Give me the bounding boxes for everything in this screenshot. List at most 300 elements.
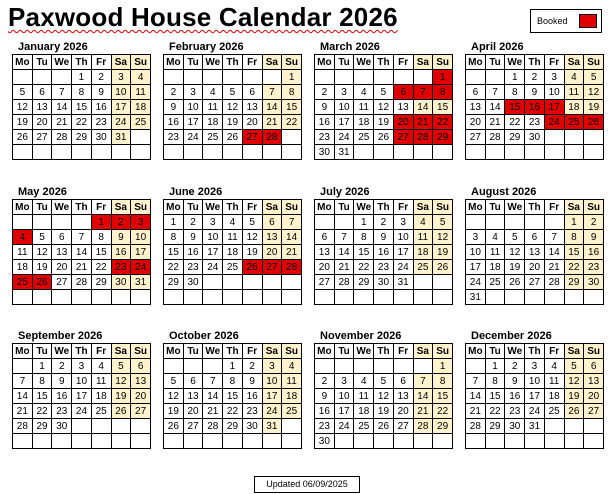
day-cell: 6: [32, 85, 52, 100]
day-cell: 14: [544, 245, 564, 260]
week-row: [466, 404, 604, 419]
day-cell: [282, 290, 302, 305]
weekday-header: Th: [525, 344, 545, 359]
day-cell: 5: [433, 215, 453, 230]
week-row: [315, 115, 453, 130]
weekday-header: Su: [282, 200, 302, 215]
day-cell: [525, 145, 545, 160]
weekday-header: Sa: [564, 344, 584, 359]
day-cell: 9: [374, 230, 394, 245]
day-cell: 4: [354, 85, 374, 100]
day-cell: 16: [525, 100, 545, 115]
day-cell: 23: [111, 260, 131, 275]
day-cell: 15: [164, 245, 184, 260]
weekday-header: Th: [72, 344, 92, 359]
day-cell: 20: [32, 115, 52, 130]
day-cell: [485, 215, 505, 230]
weekday-header: Su: [433, 55, 453, 70]
day-cell: 28: [52, 130, 72, 145]
month-name: January 2026: [18, 41, 88, 53]
booked-swatch: [579, 14, 597, 28]
day-cell: 27: [393, 419, 413, 434]
month-table: [163, 343, 302, 449]
day-cell: [111, 419, 131, 434]
day-cell: 30: [315, 434, 335, 449]
day-cell: [315, 359, 335, 374]
day-cell: [72, 419, 92, 434]
day-cell: 29: [485, 419, 505, 434]
day-cell: [544, 130, 564, 145]
day-cell: 4: [223, 215, 243, 230]
weekday-header: Fr: [544, 55, 564, 70]
day-cell: 27: [584, 404, 604, 419]
day-cell: 4: [282, 359, 302, 374]
day-cell: 8: [354, 230, 374, 245]
month-october: [163, 329, 302, 449]
day-cell: 26: [564, 404, 584, 419]
day-cell: 8: [91, 230, 111, 245]
day-cell: 12: [111, 374, 131, 389]
day-cell: [183, 359, 203, 374]
day-cell: 30: [584, 275, 604, 290]
month-table: [163, 199, 302, 305]
day-cell: 20: [393, 115, 413, 130]
day-cell: [282, 434, 302, 449]
day-cell: 7: [203, 374, 223, 389]
day-cell: 1: [433, 359, 453, 374]
day-cell: 2: [315, 85, 335, 100]
day-cell: 9: [52, 374, 72, 389]
day-cell: [374, 290, 394, 305]
day-cell: 27: [525, 275, 545, 290]
day-cell: 13: [393, 389, 413, 404]
day-cell: [262, 434, 282, 449]
day-cell: 30: [183, 275, 203, 290]
week-row: [164, 85, 302, 100]
day-cell: 29: [164, 275, 184, 290]
day-cell: [91, 434, 111, 449]
day-cell: 19: [505, 260, 525, 275]
weekday-header: Mo: [13, 55, 33, 70]
day-cell: 16: [111, 245, 131, 260]
day-cell: 31: [466, 290, 486, 305]
day-cell: 5: [584, 70, 604, 85]
weekday-header-row: [164, 55, 302, 70]
day-cell: [13, 359, 33, 374]
day-cell: [91, 290, 111, 305]
day-cell: 24: [525, 404, 545, 419]
day-cell: 3: [111, 70, 131, 85]
day-cell: 2: [164, 85, 184, 100]
day-cell: 28: [203, 419, 223, 434]
day-cell: 16: [91, 100, 111, 115]
day-cell: 16: [505, 389, 525, 404]
day-cell: 27: [242, 130, 262, 145]
day-cell: 9: [183, 230, 203, 245]
day-cell: [52, 145, 72, 160]
week-row: [466, 374, 604, 389]
day-cell: [354, 70, 374, 85]
week-row: [164, 245, 302, 260]
day-cell: 1: [32, 359, 52, 374]
day-cell: 8: [223, 374, 243, 389]
month-april: [465, 40, 604, 160]
day-cell: 14: [203, 389, 223, 404]
day-cell: 27: [183, 419, 203, 434]
week-row: [315, 145, 453, 160]
day-cell: 11: [91, 374, 111, 389]
day-cell: [282, 130, 302, 145]
weekday-header: Fr: [91, 55, 111, 70]
weekday-header: Th: [223, 55, 243, 70]
day-cell: [334, 70, 354, 85]
weekday-header-row: [315, 55, 453, 70]
day-cell: 2: [584, 215, 604, 230]
day-cell: 2: [242, 359, 262, 374]
day-cell: 18: [13, 260, 33, 275]
weekday-header: Th: [72, 200, 92, 215]
day-cell: 8: [485, 374, 505, 389]
weekday-header: Th: [223, 200, 243, 215]
week-row: [164, 275, 302, 290]
weekday-header: Th: [525, 200, 545, 215]
day-cell: [413, 434, 433, 449]
day-cell: 17: [393, 245, 413, 260]
day-cell: 23: [242, 404, 262, 419]
day-cell: 14: [13, 389, 33, 404]
weekday-header: Mo: [315, 344, 335, 359]
day-cell: 6: [466, 85, 486, 100]
day-cell: 5: [242, 215, 262, 230]
day-cell: 10: [544, 85, 564, 100]
day-cell: 11: [413, 230, 433, 245]
day-cell: 7: [485, 85, 505, 100]
week-row: [164, 100, 302, 115]
day-cell: [32, 70, 52, 85]
month-table: [12, 54, 151, 160]
day-cell: [111, 290, 131, 305]
week-row: [164, 359, 302, 374]
day-cell: [242, 434, 262, 449]
month-table: [314, 54, 453, 160]
day-cell: 12: [223, 100, 243, 115]
day-cell: 8: [72, 85, 92, 100]
day-cell: 3: [183, 85, 203, 100]
day-cell: 7: [13, 374, 33, 389]
day-cell: 22: [223, 404, 243, 419]
day-cell: 17: [334, 115, 354, 130]
day-cell: [564, 434, 584, 449]
week-row: [466, 230, 604, 245]
weekday-header: Sa: [262, 344, 282, 359]
day-cell: 19: [13, 115, 33, 130]
day-cell: 2: [525, 70, 545, 85]
day-cell: 14: [485, 100, 505, 115]
day-cell: 10: [72, 374, 92, 389]
day-cell: 23: [584, 260, 604, 275]
day-cell: [393, 145, 413, 160]
day-cell: 10: [525, 374, 545, 389]
day-cell: [505, 434, 525, 449]
day-cell: [466, 70, 486, 85]
day-cell: [223, 290, 243, 305]
day-cell: 27: [52, 275, 72, 290]
weekday-header: We: [354, 55, 374, 70]
day-cell: 24: [262, 404, 282, 419]
day-cell: 15: [505, 100, 525, 115]
day-cell: 1: [433, 70, 453, 85]
day-cell: 24: [393, 260, 413, 275]
day-cell: [433, 145, 453, 160]
day-cell: 20: [52, 260, 72, 275]
month-name: May 2026: [18, 186, 67, 198]
week-row: [466, 275, 604, 290]
day-cell: 27: [131, 404, 151, 419]
week-row: [13, 230, 151, 245]
day-cell: [505, 145, 525, 160]
day-cell: 21: [413, 404, 433, 419]
day-cell: 29: [91, 275, 111, 290]
week-row: [315, 230, 453, 245]
day-cell: 31: [334, 145, 354, 160]
day-cell: [544, 145, 564, 160]
day-cell: 4: [413, 215, 433, 230]
day-cell: 7: [262, 85, 282, 100]
weekday-header: Su: [282, 55, 302, 70]
weekday-header: Th: [525, 55, 545, 70]
day-cell: 31: [525, 419, 545, 434]
day-cell: 28: [334, 275, 354, 290]
day-cell: 19: [584, 100, 604, 115]
day-cell: 25: [544, 404, 564, 419]
day-cell: [505, 215, 525, 230]
day-cell: 26: [13, 130, 33, 145]
day-cell: 10: [393, 230, 413, 245]
day-cell: 23: [52, 404, 72, 419]
weekday-header: Tu: [334, 55, 354, 70]
weekday-header: Sa: [564, 55, 584, 70]
day-cell: 3: [203, 215, 223, 230]
day-cell: [354, 434, 374, 449]
weekday-header: Fr: [393, 55, 413, 70]
day-cell: [374, 434, 394, 449]
day-cell: 5: [164, 374, 184, 389]
day-cell: 5: [374, 374, 394, 389]
day-cell: 5: [223, 85, 243, 100]
legend-label: Booked: [537, 16, 568, 26]
week-row: [13, 374, 151, 389]
day-cell: 13: [393, 100, 413, 115]
day-cell: [485, 145, 505, 160]
weekday-header: Fr: [242, 344, 262, 359]
day-cell: [564, 419, 584, 434]
day-cell: 27: [262, 260, 282, 275]
weekday-header: Fr: [242, 55, 262, 70]
day-cell: [164, 70, 184, 85]
day-cell: 3: [525, 359, 545, 374]
day-cell: 25: [354, 130, 374, 145]
month-table: [465, 54, 604, 160]
week-row: [466, 70, 604, 85]
day-cell: [131, 434, 151, 449]
day-cell: 21: [13, 404, 33, 419]
day-cell: 11: [485, 245, 505, 260]
day-cell: 21: [72, 260, 92, 275]
day-cell: [203, 359, 223, 374]
weekday-header: Mo: [466, 200, 486, 215]
weekday-header: Tu: [485, 55, 505, 70]
day-cell: 12: [242, 230, 262, 245]
day-cell: [564, 290, 584, 305]
day-cell: 19: [111, 389, 131, 404]
day-cell: 2: [111, 215, 131, 230]
day-cell: 30: [52, 419, 72, 434]
month-table: [465, 199, 604, 305]
week-row: [466, 215, 604, 230]
day-cell: 26: [584, 115, 604, 130]
day-cell: 26: [164, 419, 184, 434]
weekday-header: Mo: [466, 55, 486, 70]
day-cell: 10: [262, 374, 282, 389]
week-row: [315, 130, 453, 145]
day-cell: 20: [183, 404, 203, 419]
day-cell: [52, 215, 72, 230]
day-cell: 25: [223, 260, 243, 275]
day-cell: 26: [223, 130, 243, 145]
day-cell: 22: [354, 260, 374, 275]
day-cell: [413, 359, 433, 374]
day-cell: 2: [315, 374, 335, 389]
weekday-header: Su: [584, 55, 604, 70]
week-row: [315, 275, 453, 290]
day-cell: 5: [32, 230, 52, 245]
day-cell: 22: [505, 115, 525, 130]
day-cell: [262, 145, 282, 160]
weekday-header: Su: [282, 344, 302, 359]
day-cell: 16: [315, 404, 335, 419]
day-cell: 13: [525, 245, 545, 260]
month-december: [465, 329, 604, 449]
day-cell: 17: [72, 389, 92, 404]
day-cell: [183, 145, 203, 160]
weekday-header: Tu: [32, 55, 52, 70]
day-cell: [72, 434, 92, 449]
day-cell: 30: [505, 419, 525, 434]
weekday-header: Mo: [13, 344, 33, 359]
day-cell: 27: [393, 130, 413, 145]
day-cell: [413, 70, 433, 85]
weekday-header: Sa: [111, 200, 131, 215]
week-row: [315, 359, 453, 374]
day-cell: 9: [584, 230, 604, 245]
day-cell: [485, 290, 505, 305]
day-cell: 22: [91, 260, 111, 275]
day-cell: 22: [72, 115, 92, 130]
day-cell: 13: [466, 100, 486, 115]
day-cell: 23: [91, 115, 111, 130]
weekday-header: Su: [433, 200, 453, 215]
week-row: [13, 434, 151, 449]
day-cell: 11: [354, 100, 374, 115]
day-cell: 17: [111, 100, 131, 115]
week-row: [315, 260, 453, 275]
day-cell: 12: [505, 245, 525, 260]
day-cell: [282, 275, 302, 290]
day-cell: [223, 145, 243, 160]
page-title: [8, 2, 398, 33]
day-cell: [164, 290, 184, 305]
day-cell: [203, 70, 223, 85]
week-row: [315, 419, 453, 434]
week-row: [315, 290, 453, 305]
weekday-header: Tu: [183, 55, 203, 70]
day-cell: 7: [544, 230, 564, 245]
day-cell: [433, 275, 453, 290]
month-table: [12, 343, 151, 449]
day-cell: 1: [505, 70, 525, 85]
day-cell: 12: [164, 389, 184, 404]
weekday-header: Th: [72, 55, 92, 70]
weekday-header: Fr: [544, 200, 564, 215]
day-cell: 28: [485, 130, 505, 145]
weekday-header: Sa: [413, 200, 433, 215]
week-row: [466, 359, 604, 374]
day-cell: 29: [354, 275, 374, 290]
day-cell: 4: [564, 70, 584, 85]
day-cell: [433, 290, 453, 305]
day-cell: 13: [242, 100, 262, 115]
day-cell: [354, 359, 374, 374]
day-cell: [52, 290, 72, 305]
day-cell: [315, 70, 335, 85]
day-cell: [262, 70, 282, 85]
day-cell: 28: [544, 275, 564, 290]
day-cell: 7: [413, 374, 433, 389]
day-cell: 14: [262, 100, 282, 115]
weekday-header: We: [52, 200, 72, 215]
day-cell: 20: [584, 389, 604, 404]
day-cell: 28: [413, 419, 433, 434]
day-cell: 16: [52, 389, 72, 404]
day-cell: 15: [485, 389, 505, 404]
week-row: [466, 100, 604, 115]
day-cell: 29: [32, 419, 52, 434]
day-cell: 29: [505, 130, 525, 145]
day-cell: 13: [32, 100, 52, 115]
day-cell: 31: [111, 130, 131, 145]
month-august: [465, 185, 604, 305]
day-cell: 8: [32, 374, 52, 389]
day-cell: 3: [334, 374, 354, 389]
day-cell: 30: [111, 275, 131, 290]
day-cell: 18: [131, 100, 151, 115]
day-cell: 26: [32, 275, 52, 290]
day-cell: [32, 145, 52, 160]
day-cell: 8: [282, 85, 302, 100]
month-name: December 2026: [471, 330, 552, 342]
day-cell: 30: [525, 130, 545, 145]
day-cell: 26: [374, 419, 394, 434]
day-cell: 29: [564, 275, 584, 290]
day-cell: [374, 70, 394, 85]
day-cell: [223, 434, 243, 449]
day-cell: 8: [505, 85, 525, 100]
week-row: [13, 70, 151, 85]
day-cell: 14: [52, 100, 72, 115]
day-cell: 6: [131, 359, 151, 374]
day-cell: [111, 434, 131, 449]
day-cell: 15: [72, 100, 92, 115]
